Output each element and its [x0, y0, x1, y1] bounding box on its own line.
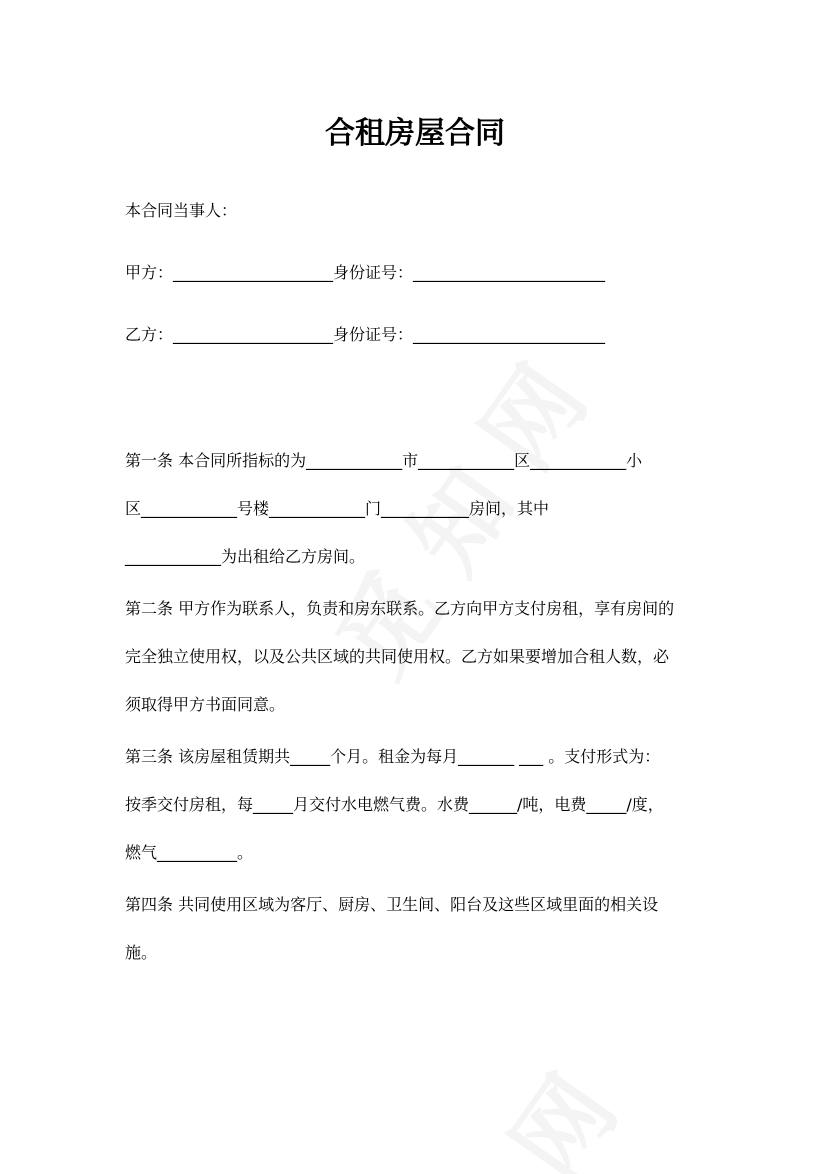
article-1 — [125, 449, 700, 593]
document-title: 合租房屋合同 — [325, 116, 505, 151]
article-line: 第一条 本合同所指标的为____________市____________区____________小 — [125, 451, 643, 470]
article-line: 第四条 共同使用区域为客厅、厨房、卫生间、阳台及这些区域里面的相关设 — [125, 895, 659, 914]
article-line: 按季交付房租，每_____月交付水电燃气费。水费______/吨，电费_____/度， — [125, 795, 664, 814]
parties-intro: 本合同当事人： — [125, 201, 238, 220]
article-line: 第二条 甲方作为联系人，负责和房东联系。乙方向甲方支付房租，享有房间的 — [125, 599, 675, 618]
party-a-line: 甲方：____________________身份证号：________________________ — [125, 263, 606, 282]
article-line: 区____________号楼____________门___________房间，其中 — [125, 499, 550, 518]
article-line: 第三条 该房屋租赁期共_____个月。租金为每月_______ ___ 。支付形式为： — [125, 747, 661, 766]
article-line: 施。 — [125, 943, 158, 962]
article-3 — [125, 745, 700, 889]
article-line: 燃气__________。 — [125, 843, 254, 862]
article-line: 完全独立使用权，以及公共区域的共同使用权。乙方如果要增加合租人数，必 — [125, 647, 670, 666]
article-4 — [125, 893, 700, 989]
article-2 — [125, 597, 700, 741]
watermark-text — [330, 1020, 659, 1174]
party-b-line: 乙方：____________________身份证号：________________________ — [125, 325, 606, 344]
article-line: 须取得甲方书面同意。 — [125, 695, 286, 714]
article-line: ____________为出租给乙方房间。 — [125, 547, 366, 566]
